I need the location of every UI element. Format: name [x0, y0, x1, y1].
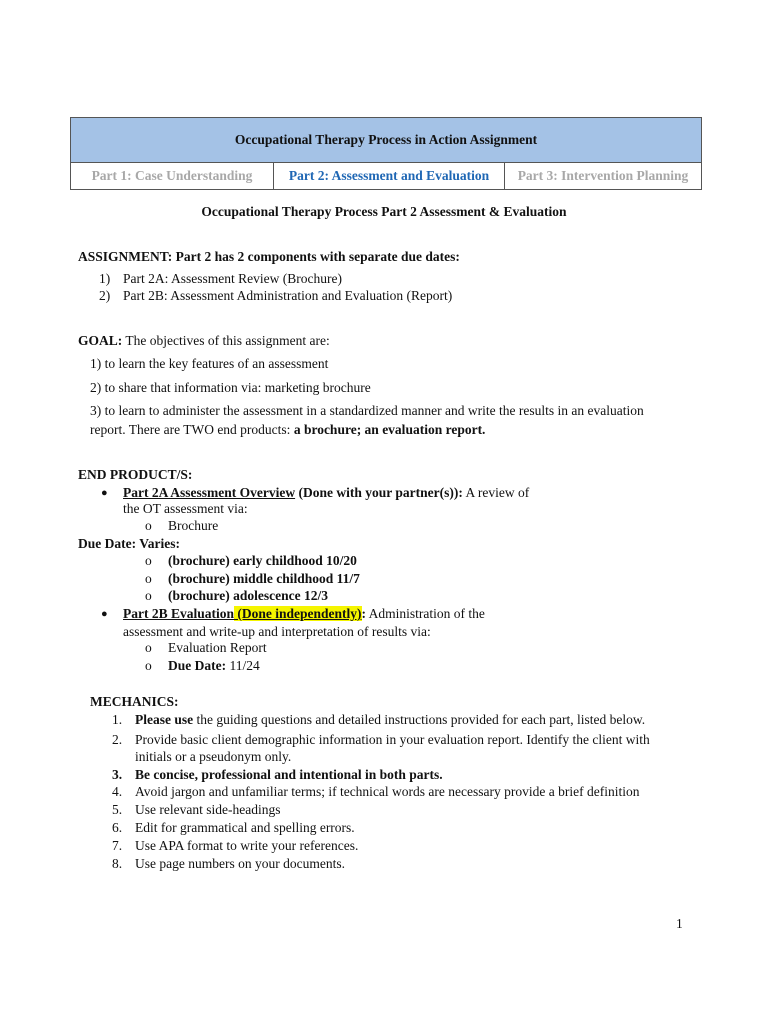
- mechanics-item-text: the guiding questions and detailed instructions provided for each part, listed below.: [193, 712, 646, 727]
- mechanics-item-bold: Be concise, professional and intentional in both parts.: [135, 767, 443, 782]
- part2a-desc-2: the OT assessment via:: [123, 501, 248, 516]
- circle-bullet-icon: o: [145, 518, 152, 533]
- circle-bullet-icon: o: [145, 571, 152, 586]
- part2b-desc: Administration of the: [368, 606, 485, 621]
- mechanics-item-num: 2.: [112, 732, 123, 747]
- page-number: 1: [676, 916, 683, 931]
- part2b-desc-2: assessment and write-up and interpretation of results via:: [123, 624, 431, 639]
- part2a-desc: A review of: [465, 485, 530, 500]
- mechanics-item: [135, 712, 645, 728]
- bullet-icon: ●: [101, 487, 108, 499]
- mechanics-item-num: 8.: [112, 856, 123, 871]
- bullet-icon: ●: [101, 608, 108, 620]
- goal-label: GOAL:: [78, 333, 123, 348]
- due-item: (brochure) early childhood 10/20: [168, 553, 357, 568]
- mechanics-item-num: 4.: [112, 784, 123, 799]
- mechanics-item-text: Use APA format to write your references.: [135, 838, 359, 853]
- circle-bullet-icon: o: [145, 588, 152, 603]
- tab-part3[interactable]: Part 3: Intervention Planning: [505, 163, 702, 190]
- circle-bullet-icon: o: [145, 553, 152, 568]
- due-item: (brochure) adolescence 12/3: [168, 588, 328, 603]
- end-products-heading: END PRODUCT/S:: [78, 467, 193, 482]
- part2b-line: [123, 606, 485, 622]
- part2b-due: [168, 658, 260, 674]
- assignment-item-text: Part 2A: Assessment Review (Brochure): [123, 271, 342, 286]
- mechanics-item-text: Avoid jargon and unfamiliar terms; if technical words are necessary provide a brief definition: [135, 784, 640, 799]
- goal-end-products: a brochure; an evaluation report.: [293, 422, 486, 437]
- assignment-heading: ASSIGNMENT: Part 2 has 2 components with separate due dates:: [78, 249, 460, 264]
- mechanics-item-text: Use relevant side-headings: [135, 802, 281, 817]
- goal-intro: The objectives of this assignment are:: [125, 333, 330, 348]
- assignment-item-text: Part 2B: Assessment Administration and Evaluation (Report): [123, 288, 453, 303]
- part2b-independent-highlight: (Done independently): [234, 606, 362, 621]
- mechanics-item-text-cont: initials or a pseudonym only.: [135, 749, 292, 764]
- part2b-due-label: Due Date:: [168, 658, 227, 673]
- part2b-due-value: 11/24: [229, 658, 260, 673]
- goal-line: [78, 333, 330, 349]
- goal-item-3-line1: 3) to learn to administer the assessment in a standardized manner and write the results in an evaluation: [90, 403, 644, 418]
- mechanics-item-num: 3.: [112, 767, 123, 782]
- goal-item-3-line2: [90, 422, 485, 438]
- mechanics-item-num: 6.: [112, 820, 123, 835]
- part2a-title: Part 2A Assessment Overview: [123, 485, 296, 500]
- mechanics-item-num: 5.: [112, 802, 123, 817]
- tab-part2[interactable]: Part 2: Assessment and Evaluation: [274, 163, 505, 190]
- part2b-sub-item: Evaluation Report: [168, 640, 267, 655]
- part2a-partner: (Done with your partner(s)):: [298, 485, 463, 500]
- mechanics-item-text: Provide basic client demographic information in your evaluation report. Identify the client with: [135, 732, 650, 747]
- circle-bullet-icon: o: [145, 658, 152, 673]
- mechanics-item-text: Use page numbers on your documents.: [135, 856, 345, 871]
- tab-part1[interactable]: Part 1: Case Understanding: [71, 163, 274, 190]
- part2a-sub-item: Brochure: [168, 518, 219, 533]
- assignment-title: Occupational Therapy Process in Action Assignment: [71, 118, 702, 163]
- document-title: Occupational Therapy Process Part 2 Assessment & Evaluation: [201, 204, 567, 219]
- mechanics-item-bold: Please use: [135, 712, 194, 727]
- due-date-heading: Due Date: Varies:: [78, 536, 180, 551]
- mechanics-item-text: Edit for grammatical and spelling errors.: [135, 820, 355, 835]
- goal-item-2: 2) to share that information via: marketing brochure: [90, 380, 371, 395]
- part2a-line: [123, 485, 529, 501]
- mechanics-heading: MECHANICS:: [90, 694, 179, 709]
- part2b-colon: :: [361, 606, 367, 621]
- goal-item-1: 1) to learn the key features of an assessment: [90, 356, 329, 371]
- assignment-item-num: 1): [99, 271, 111, 286]
- assignment-item-num: 2): [99, 288, 111, 303]
- mechanics-item-num: 1.: [112, 712, 123, 727]
- due-item: (brochure) middle childhood 11/7: [168, 571, 360, 586]
- goal-item-3-text: report. There are TWO end products:: [90, 422, 294, 437]
- part2b-title: Part 2B Evaluation: [123, 606, 235, 621]
- assignment-header-table: [70, 117, 702, 190]
- circle-bullet-icon: o: [145, 640, 152, 655]
- mechanics-item-num: 7.: [112, 838, 123, 853]
